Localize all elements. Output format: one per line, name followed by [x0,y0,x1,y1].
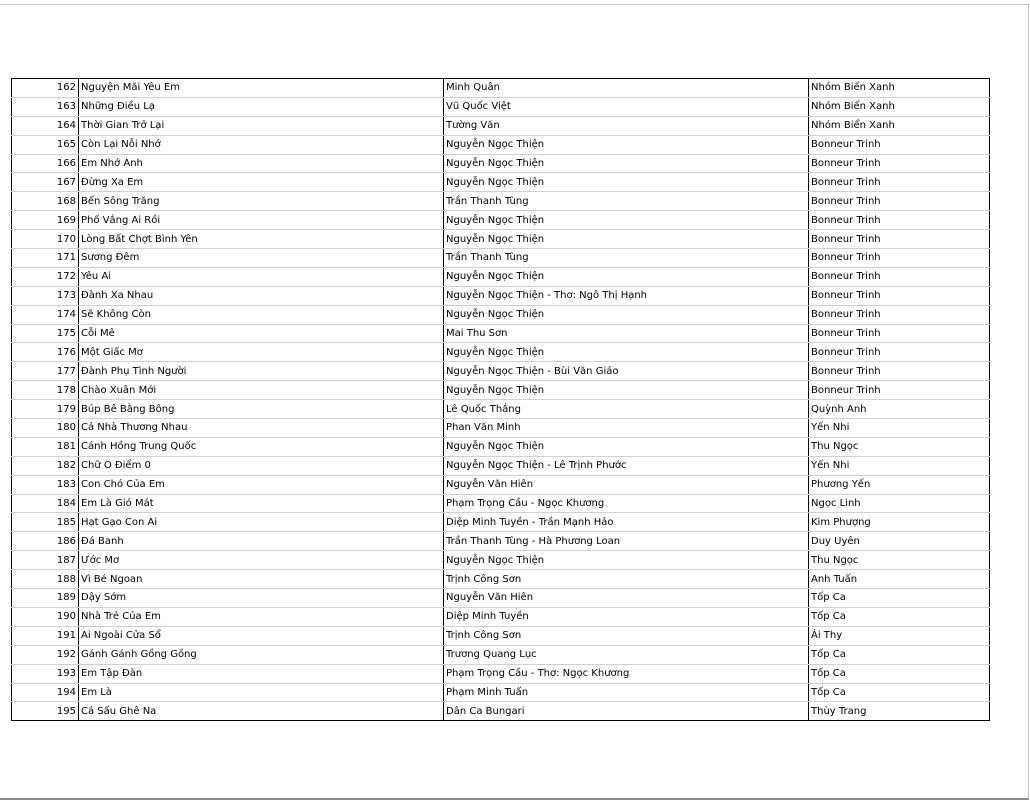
song-singer-cell: Yến Nhi [809,456,990,475]
song-author-cell: Trần Thanh Tùng - Hà Phương Loan [444,532,809,551]
song-author-cell: Nguyễn Ngọc Thiện [444,551,809,570]
song-singer-cell: Bonneur Trinh [809,267,990,286]
table-row [12,475,990,494]
table-row [12,154,990,173]
song-number-cell: 192 [12,645,79,664]
table-row [12,267,990,286]
song-number-cell: 168 [12,192,79,211]
song-number-cell: 162 [12,79,79,98]
table-row [12,419,990,438]
song-singer-cell: Bonneur Trinh [809,230,990,249]
song-number-cell: 185 [12,513,79,532]
song-number-cell: 166 [12,154,79,173]
table-row [12,683,990,702]
song-title-cell: Đừng Xa Em [79,173,444,192]
song-title-cell: Gánh Gánh Gồng Gồng [79,645,444,664]
song-singer-cell: Ái Thy [809,626,990,645]
song-number-cell: 189 [12,589,79,608]
song-singer-cell: Bonneur Trinh [809,211,990,230]
song-number-cell: 186 [12,532,79,551]
song-singer-cell: Bonneur Trinh [809,173,990,192]
song-singer-cell: Tốp Ca [809,607,990,626]
song-singer-cell: Bonneur Trinh [809,305,990,324]
table-row [12,437,990,456]
song-singer-cell: Bonneur Trinh [809,154,990,173]
song-title-cell: Những Điều Lạ [79,97,444,116]
song-title-cell: Ai Ngoài Cửa Sổ [79,626,444,645]
song-title-cell: Ước Mơ [79,551,444,570]
song-title-cell: Dậy Sớm [79,589,444,608]
song-number-cell: 183 [12,475,79,494]
song-author-cell: Dân Ca Bungari [444,702,809,721]
song-title-cell: Sẽ Không Còn [79,305,444,324]
song-author-cell: Nguyễn Văn Hiên [444,475,809,494]
song-author-cell: Nguyễn Ngọc Thiện [444,437,809,456]
song-title-cell: Em Là Gió Mát [79,494,444,513]
song-singer-cell: Bonneur Trinh [809,286,990,305]
song-title-cell: Vì Bé Ngoan [79,570,444,589]
song-author-cell: Nguyễn Ngọc Thiện - Lê Trịnh Phước [444,456,809,475]
song-singer-cell: Ngọc Linh [809,494,990,513]
song-number-cell: 170 [12,230,79,249]
song-author-cell: Trương Quang Lục [444,645,809,664]
table-row [12,249,990,268]
song-singer-cell: Phương Yến [809,475,990,494]
song-singer-cell: Nhóm Biển Xanh [809,97,990,116]
song-number-cell: 178 [12,381,79,400]
song-singer-cell: Bonneur Trinh [809,343,990,362]
song-title-cell: Búp Bê Bằng Bông [79,400,444,419]
song-singer-cell: Anh Tuấn [809,570,990,589]
song-title-cell: Lòng Bất Chợt Bình Yên [79,230,444,249]
table-row [12,116,990,135]
table-row [12,702,990,721]
song-author-cell: Phạm Minh Tuấn [444,683,809,702]
song-author-cell: Nguyễn Ngọc Thiện [444,305,809,324]
song-title-cell: Còn Lại Nỗi Nhớ [79,135,444,154]
song-author-cell: Nguyễn Ngọc Thiện [444,211,809,230]
song-number-cell: 164 [12,116,79,135]
table-row [12,532,990,551]
song-title-cell: Con Chó Của Em [79,475,444,494]
song-number-cell: 195 [12,702,79,721]
table-row [12,607,990,626]
song-singer-cell: Nhóm Biển Xanh [809,79,990,98]
song-title-cell: Em Nhớ Anh [79,154,444,173]
song-title-cell: Chữ O Điểm 0 [79,456,444,475]
song-author-cell: Lê Quốc Thắng [444,400,809,419]
table-row [12,343,990,362]
table-row [12,570,990,589]
song-title-cell: Cánh Hồng Trung Quốc [79,437,444,456]
table-row [12,551,990,570]
song-singer-cell: Tốp Ca [809,664,990,683]
song-author-cell: Nguyễn Ngọc Thiện [444,381,809,400]
song-author-cell: Minh Quân [444,79,809,98]
song-author-cell: Mai Thu Sơn [444,324,809,343]
song-number-cell: 177 [12,362,79,381]
song-title-cell: Hạt Gạo Con Ai [79,513,444,532]
song-singer-cell: Bonneur Trinh [809,362,990,381]
table-row [12,513,990,532]
song-title-cell: Nguyện Mãi Yêu Em [79,79,444,98]
song-title-cell: Sương Đêm [79,249,444,268]
table-row [12,645,990,664]
song-author-cell: Diệp Minh Tuyền [444,607,809,626]
song-author-cell: Nguyễn Ngọc Thiện [444,267,809,286]
song-author-cell: Nguyễn Ngọc Thiện [444,343,809,362]
song-title-cell: Cỗi Mê [79,324,444,343]
table-row [12,211,990,230]
song-singer-cell: Duy Uyên [809,532,990,551]
song-author-cell: Trịnh Công Sơn [444,570,809,589]
song-number-cell: 181 [12,437,79,456]
song-title-cell: Yêu Ai [79,267,444,286]
song-author-cell: Phạm Trọng Cầu - Thơ: Ngọc Khương [444,664,809,683]
table-row [12,324,990,343]
table-row [12,173,990,192]
song-author-cell: Diệp Minh Tuyền - Trần Mạnh Hảo [444,513,809,532]
table-row [12,381,990,400]
table-row [12,362,990,381]
song-author-cell: Vũ Quốc Việt [444,97,809,116]
song-title-cell: Đá Banh [79,532,444,551]
song-title-cell: Bến Sông Trăng [79,192,444,211]
song-number-cell: 193 [12,664,79,683]
song-singer-cell: Thu Ngọc [809,551,990,570]
song-number-cell: 175 [12,324,79,343]
song-author-cell: Nguyễn Ngọc Thiện [444,230,809,249]
song-number-cell: 179 [12,400,79,419]
song-title-cell: Em Là [79,683,444,702]
song-singer-cell: Tốp Ca [809,645,990,664]
song-number-cell: 191 [12,626,79,645]
song-number-cell: 165 [12,135,79,154]
song-author-cell: Phan Văn Minh [444,419,809,438]
table-row [12,286,990,305]
song-singer-cell: Bonneur Trinh [809,381,990,400]
song-singer-cell: Bonneur Trinh [809,192,990,211]
song-singer-cell: Yến Nhi [809,419,990,438]
song-number-cell: 163 [12,97,79,116]
song-title-cell: Thời Gian Trở Lại [79,116,444,135]
song-number-cell: 171 [12,249,79,268]
table-row [12,97,990,116]
song-author-cell: Nguyễn Văn Hiên [444,589,809,608]
song-title-cell: Một Giấc Mơ [79,343,444,362]
song-author-cell: Tường Văn [444,116,809,135]
song-number-cell: 182 [12,456,79,475]
song-number-cell: 173 [12,286,79,305]
song-author-cell: Trần Thanh Tùng [444,192,809,211]
song-title-cell: Đành Xa Nhau [79,286,444,305]
song-title-cell: Nhà Trẻ Của Em [79,607,444,626]
song-author-cell: Trần Thanh Tùng [444,249,809,268]
song-title-cell: Em Tập Đàn [79,664,444,683]
song-singer-cell: Kim Phượng [809,513,990,532]
song-author-cell: Nguyễn Ngọc Thiện [444,135,809,154]
table-row [12,626,990,645]
song-singer-cell: Quỳnh Anh [809,400,990,419]
song-singer-cell: Thùy Trang [809,702,990,721]
table-row [12,589,990,608]
table-row [12,192,990,211]
song-singer-cell: Nhóm Biển Xanh [809,116,990,135]
song-number-cell: 176 [12,343,79,362]
song-number-cell: 184 [12,494,79,513]
song-number-cell: 169 [12,211,79,230]
song-singer-cell: Bonneur Trinh [809,249,990,268]
table-row [12,400,990,419]
song-number-cell: 194 [12,683,79,702]
song-author-cell: Nguyễn Ngọc Thiện [444,154,809,173]
song-singer-cell: Tốp Ca [809,589,990,608]
song-title-cell: Chào Xuân Mới [79,381,444,400]
song-title-cell: Cả Nhà Thương Nhau [79,419,444,438]
song-title-cell: Phố Vắng Ai Rồi [79,211,444,230]
table-row [12,456,990,475]
table-row [12,494,990,513]
print-preview-page [0,4,1029,800]
song-author-cell: Nguyễn Ngọc Thiện [444,173,809,192]
table-row [12,230,990,249]
table-row [12,305,990,324]
song-title-cell: Cá Sấu Ghê Na [79,702,444,721]
song-number-cell: 180 [12,419,79,438]
song-author-cell: Nguyễn Ngọc Thiện - Bùi Văn Giáo [444,362,809,381]
table-row [12,664,990,683]
song-number-cell: 190 [12,607,79,626]
song-number-cell: 167 [12,173,79,192]
song-number-cell: 174 [12,305,79,324]
song-number-cell: 172 [12,267,79,286]
song-author-cell: Nguyễn Ngọc Thiện - Thơ: Ngô Thị Hạnh [444,286,809,305]
song-singer-cell: Bonneur Trinh [809,135,990,154]
song-author-cell: Phạm Trọng Cầu - Ngọc Khương [444,494,809,513]
song-title-cell: Đành Phụ Tình Người [79,362,444,381]
song-singer-cell: Bonneur Trinh [809,324,990,343]
table-row [12,79,990,98]
song-author-cell: Trịnh Công Sơn [444,626,809,645]
song-number-cell: 188 [12,570,79,589]
song-table [11,78,990,721]
song-table-body [12,79,990,721]
song-number-cell: 187 [12,551,79,570]
song-singer-cell: Thu Ngọc [809,437,990,456]
song-singer-cell: Tốp Ca [809,683,990,702]
table-row [12,135,990,154]
